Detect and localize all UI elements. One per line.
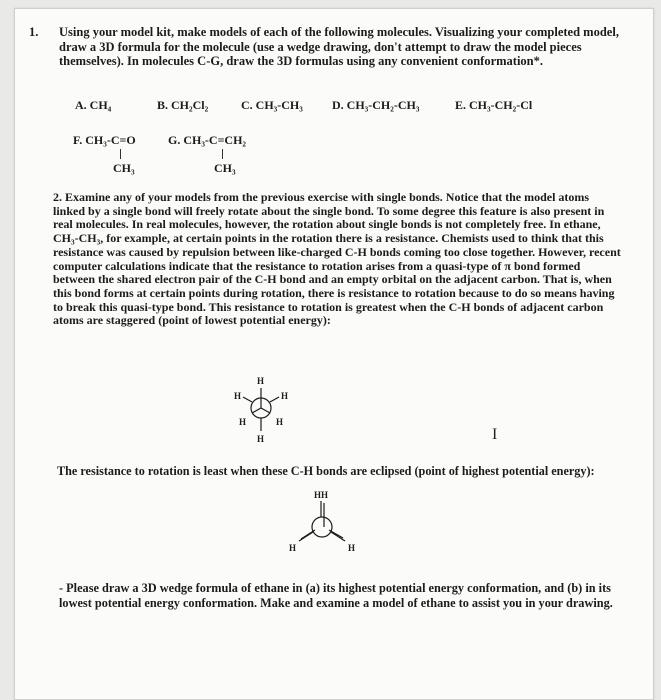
staggered-h-lower-left: H <box>239 417 247 427</box>
eclipsed-newman-projection <box>277 489 367 561</box>
molecule-f-methyl: CH₃ <box>113 161 135 175</box>
molecule-f: F. CH₃-C=O <box>73 133 136 147</box>
molecule-g-methyl: CH₃ <box>214 161 236 175</box>
eclipsed-statement: The resistance to rotation is least when these C-H bonds are eclipsed (point of highest potential energy): <box>57 464 595 478</box>
molecule-f-bond <box>120 149 121 159</box>
question-2-text: 2. Examine any of your models from the previous exercise with single bonds. Notice that the model atoms linked by a single bond will freely rotate about the single bond. To some degree this feature is also present in real molecules. In real molecules, however, the rotation about single bonds is not completely free. In ethane, CH₃-CH₃, for example, at certain points in the rotation there is a resistance. Chemists used to think that this resistance was caused by repulsion between like-charged C-H bonds coming too close together. However, recent computer calculations indicate that the resistance to rotation arises from a quasi-type of π bond formed between the shared electron pair of the C-H bond and an empty orbital on the adjacent carbon. That is, when this bond forms at certain points during rotation, there is resistance to rotation because to do so means having to break this quasi-type bond. This resistance to rotation is greatest when the C-H bonds of adjacent carbon atoms are staggered (point of lowest potential energy): <box>53 190 621 328</box>
staggered-h-bottom: H <box>257 434 265 444</box>
molecule-e: E. CH₃-CH₂-Cl <box>455 98 533 112</box>
eclipsed-h-right: H <box>348 543 356 553</box>
molecule-d: D. CH₃-CH₂-CH₃ <box>332 98 420 112</box>
molecule-a: A. CH₄ <box>75 98 112 112</box>
staggered-h-upper-right: H <box>281 391 289 401</box>
molecule-g: G. CH₃-C=CH₂ <box>168 133 247 147</box>
question-1-text: Using your model kit, make models of each of the following molecules. Visualizing your completed model, draw a 3D formula for the molecule (use a wedge drawing, don't attempt to draw the model pieces themselves). In molecules C-G, draw the 3D formulas using any convenient conformation*. <box>59 25 619 68</box>
text-cursor-icon: I <box>492 426 498 443</box>
molecule-g-bond <box>222 149 223 159</box>
molecule-b: B. CH₂Cl₂ <box>157 98 209 112</box>
staggered-h-lower-right: H <box>276 417 284 427</box>
staggered-newman-projection <box>229 371 293 445</box>
question-1 <box>29 25 619 69</box>
molecule-c: C. CH₃-CH₃ <box>241 98 303 112</box>
staggered-h-top: H <box>257 376 265 386</box>
question-2 <box>53 191 621 328</box>
eclipsed-h-left: H <box>289 543 297 553</box>
final-prompt: - Please draw a 3D wedge formula of ethane in (a) its highest potential energy conformation, and (b) in its lowest potential energy conformation. Make and examine a model of ethane to assist you in your drawing. <box>59 581 613 610</box>
worksheet-page <box>14 8 654 700</box>
staggered-h-upper-left: H <box>234 391 242 401</box>
eclipsed-h-top: HH <box>314 490 329 500</box>
question-1-number: 1. <box>29 25 39 39</box>
